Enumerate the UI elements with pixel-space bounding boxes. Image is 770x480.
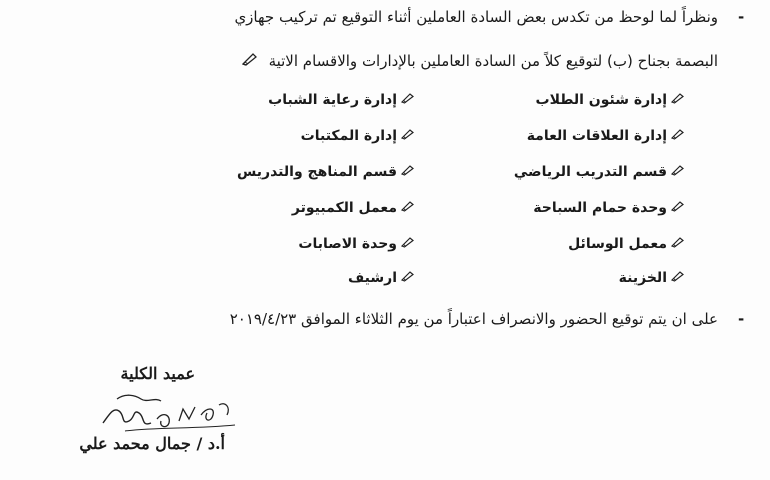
department-item xyxy=(568,234,685,255)
pencil-icon xyxy=(401,199,415,219)
pencil-icon xyxy=(671,91,685,111)
pencil-icon xyxy=(401,127,415,147)
handwritten-signature xyxy=(95,385,245,439)
department-label: إدارة العلاقات العامة xyxy=(526,128,667,144)
paragraph-1-line-2 xyxy=(242,50,718,72)
department-item xyxy=(536,90,685,111)
pencil-icon xyxy=(242,50,258,72)
department-item xyxy=(268,90,415,111)
department-label: ارشيف xyxy=(347,270,397,286)
pencil-icon xyxy=(401,91,415,111)
department-item xyxy=(533,198,685,219)
pencil-icon xyxy=(671,235,685,255)
department-label: معمل الكمبيوتر xyxy=(291,200,397,216)
department-item xyxy=(619,268,685,289)
pencil-icon xyxy=(671,199,685,219)
paragraph-1-dash: - xyxy=(738,8,745,26)
pencil-icon xyxy=(401,235,415,255)
department-label: قسم المناهج والتدريس xyxy=(236,164,397,180)
paragraph-2-dash: - xyxy=(738,310,745,328)
department-item xyxy=(298,234,415,255)
department-label: إدارة رعاية الشباب xyxy=(268,92,397,108)
department-label: الخزينة xyxy=(618,270,667,286)
paragraph-1-line-2-text: البصمة بجناح (ب) لتوقيع كلاً من السادة العاملين بالإدارات والاقسام الاتية xyxy=(268,52,718,70)
department-label: قسم التدريب الرياضي xyxy=(513,164,667,180)
department-label: معمل الوسائل xyxy=(568,236,667,252)
pencil-icon xyxy=(671,127,685,147)
department-label: إدارة المكتبات xyxy=(300,128,397,144)
department-item xyxy=(301,126,415,147)
department-label: إدارة شئون الطلاب xyxy=(535,92,667,108)
pencil-icon xyxy=(671,269,685,289)
pencil-icon xyxy=(401,163,415,183)
department-item xyxy=(292,198,415,219)
paragraph-1-line-1: ونظراً لما لوحظ من تكدس بعض السادة العاملين أثناء التوقيع تم تركيب جهازي xyxy=(234,8,718,26)
department-label: وحدة حمام السباحة xyxy=(533,200,667,216)
pencil-icon xyxy=(401,269,415,289)
signature-name: أ.د / جمال محمد علي xyxy=(79,434,225,453)
department-item xyxy=(514,162,685,183)
department-item xyxy=(527,126,685,147)
paragraph-2-text: على ان يتم توقيع الحضور والانصراف اعتباراً من يوم الثلاثاء الموافق ٢٠١٩/٤/٢٣ xyxy=(229,310,718,328)
department-item xyxy=(348,268,415,289)
pencil-icon xyxy=(671,163,685,183)
department-item xyxy=(237,162,415,183)
department-label: وحدة الاصابات xyxy=(298,236,397,252)
signature-title: عميد الكلية xyxy=(120,364,195,383)
